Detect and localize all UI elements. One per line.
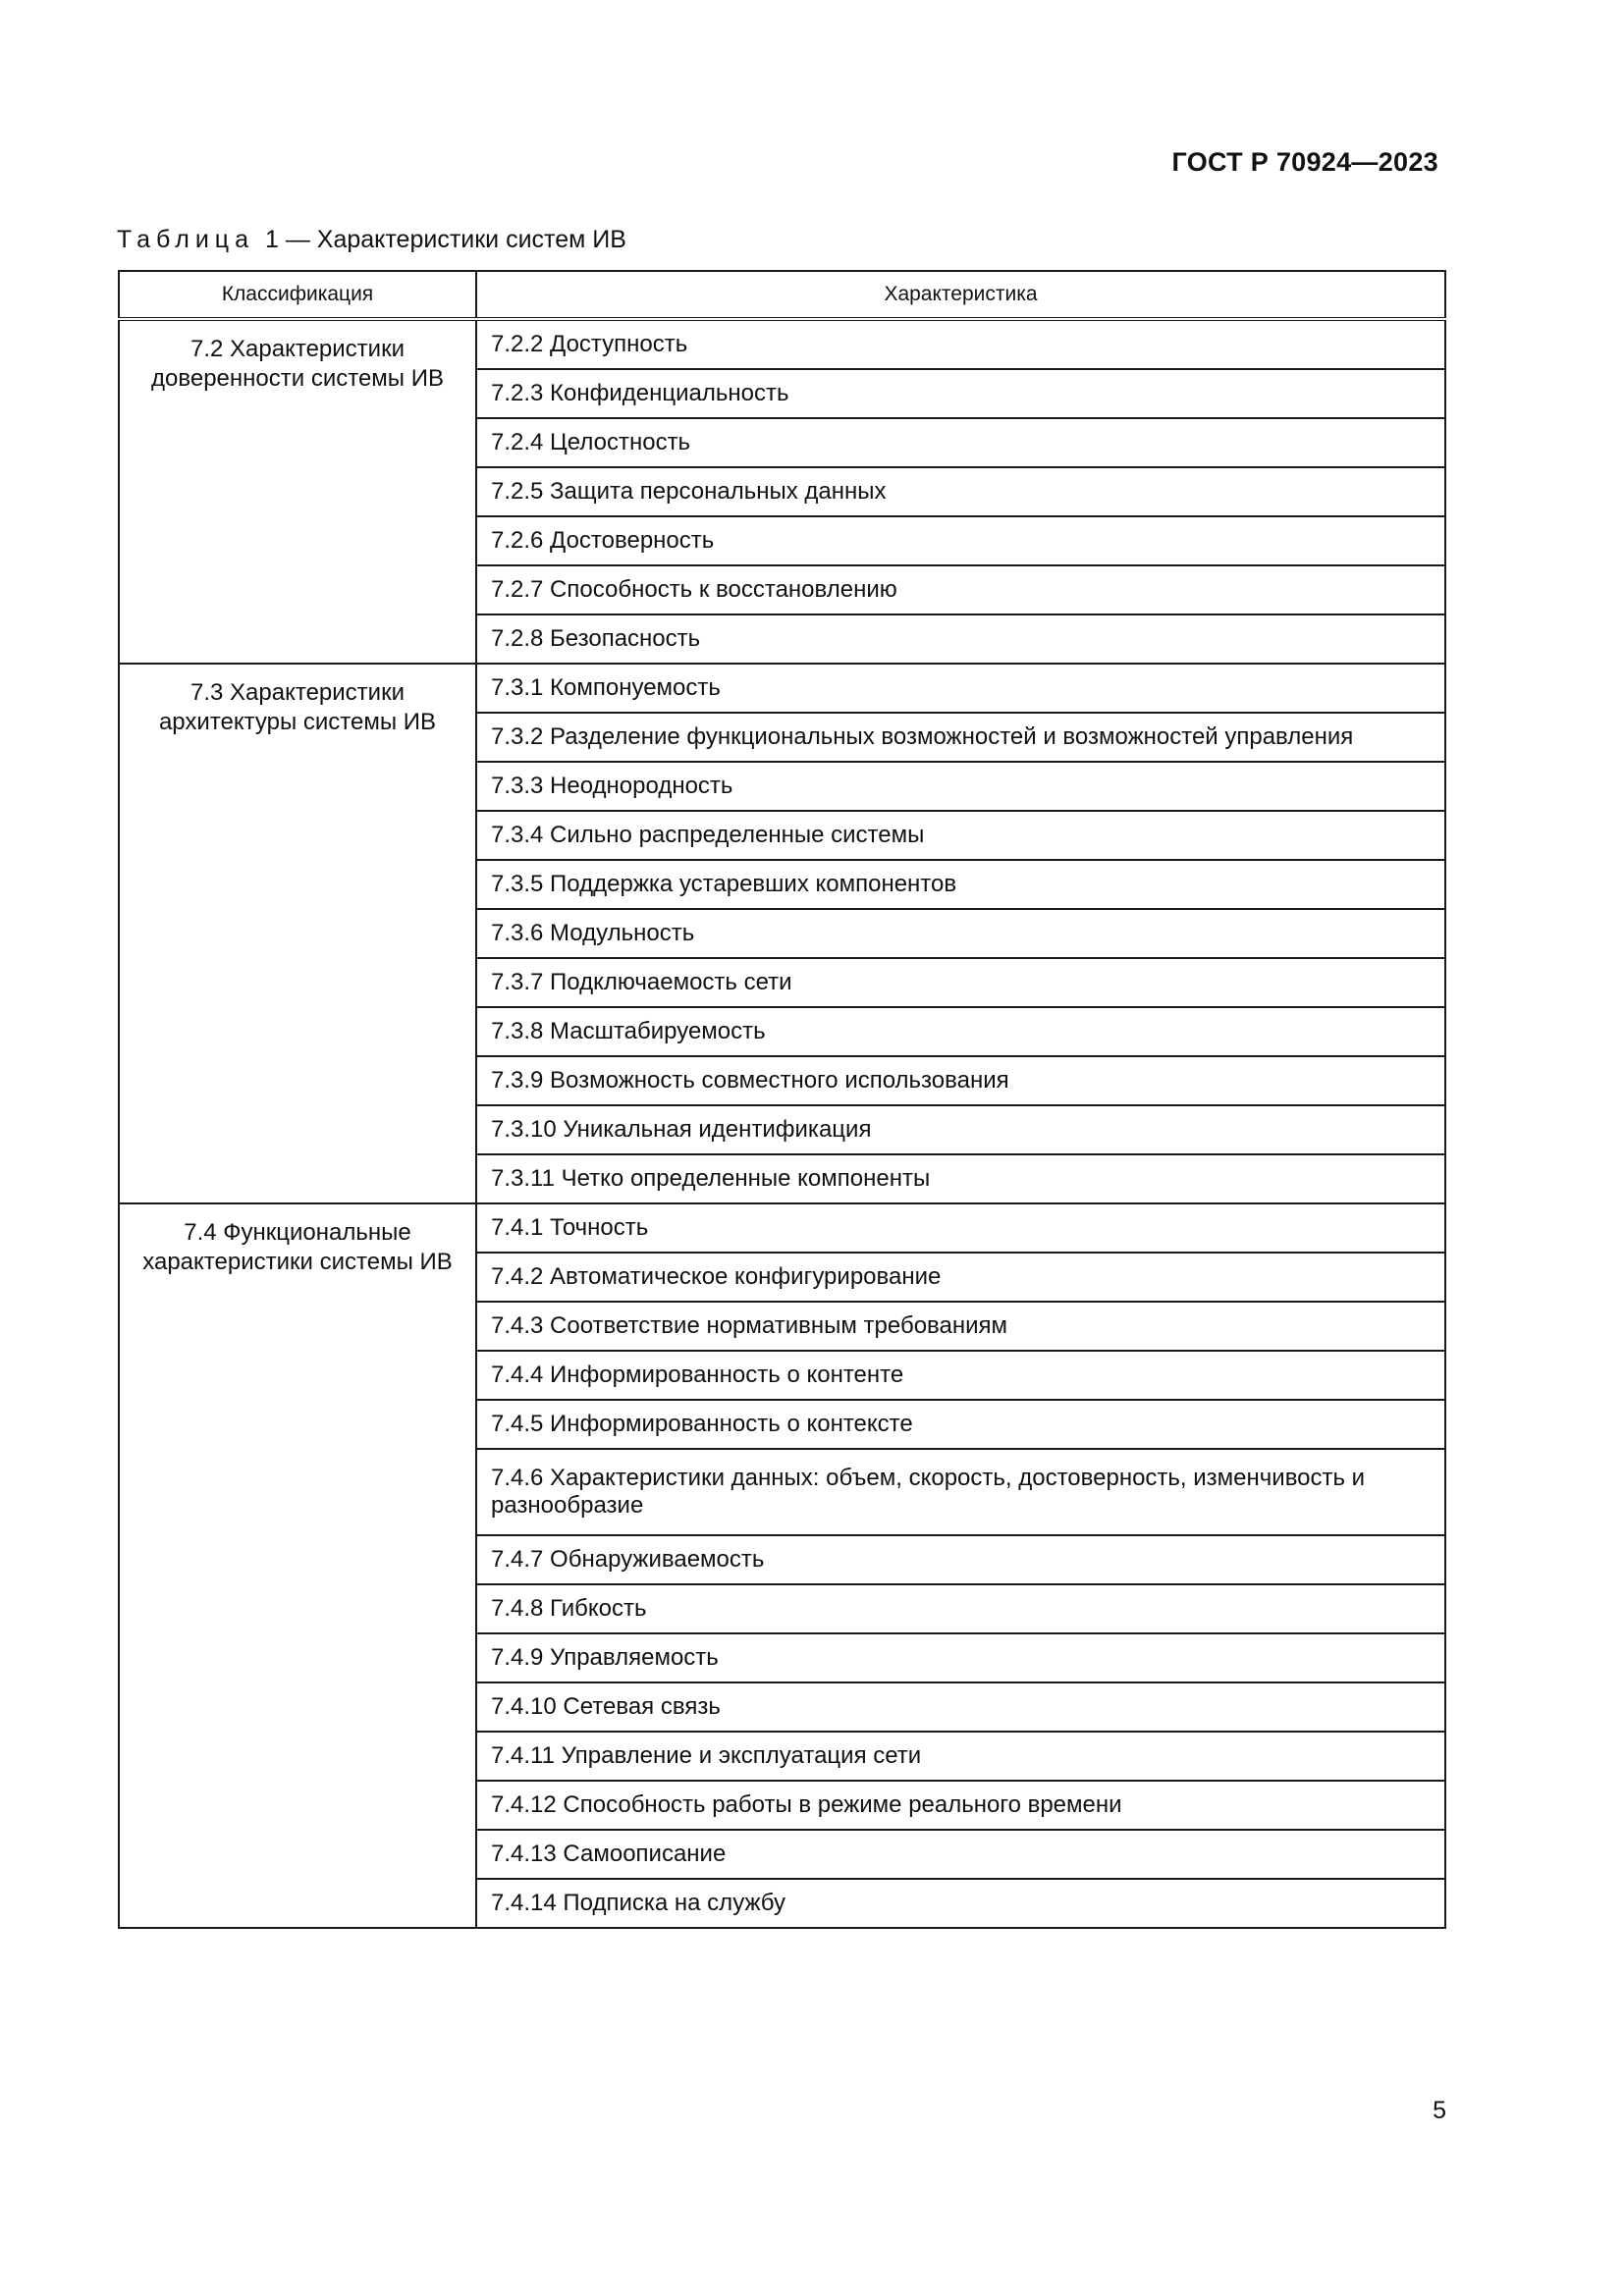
- classification-cell: 7.4 Функциональные характеристики системы ИВ: [119, 1203, 476, 1928]
- characteristic-cell: 7.4.9 Управляемость: [476, 1633, 1445, 1682]
- characteristic-cell: 7.3.4 Сильно распределенные системы: [476, 811, 1445, 860]
- characteristic-cell: 7.4.2 Автоматическое конфигурирование: [476, 1253, 1445, 1302]
- characteristic-cell: 7.3.9 Возможность совместного использования: [476, 1056, 1445, 1105]
- document-code: ГОСТ Р 70924—2023: [1171, 147, 1438, 177]
- table-row: [119, 1203, 1445, 1253]
- characteristic-cell: 7.2.7 Способность к восстановлению: [476, 565, 1445, 614]
- characteristic-cell: 7.4.4 Информированность о контенте: [476, 1351, 1445, 1400]
- characteristic-cell: 7.3.5 Поддержка устаревших компонентов: [476, 860, 1445, 909]
- characteristic-cell: 7.4.8 Гибкость: [476, 1584, 1445, 1633]
- classification-cell: 7.3 Характеристики архитектуры системы ИВ: [119, 664, 476, 1203]
- table-row: [119, 319, 1445, 369]
- characteristic-cell: 7.4.11 Управление и эксплуатация сети: [476, 1732, 1445, 1781]
- characteristic-cell: 7.4.7 Обнаруживаемость: [476, 1535, 1445, 1584]
- characteristic-cell: 7.4.13 Самоописание: [476, 1830, 1445, 1879]
- page-number: 5: [1433, 2097, 1446, 2124]
- table-caption: [117, 226, 626, 254]
- characteristic-cell: 7.3.7 Подключаемость сети: [476, 958, 1445, 1007]
- characteristic-cell: 7.2.2 Доступность: [476, 319, 1445, 369]
- characteristic-cell: 7.4.5 Информированность о контексте: [476, 1400, 1445, 1449]
- characteristic-cell: 7.3.6 Модульность: [476, 909, 1445, 958]
- table-row: [119, 664, 1445, 713]
- characteristic-cell: 7.2.4 Целостность: [476, 418, 1445, 467]
- characteristic-cell: 7.2.3 Конфиденциальность: [476, 369, 1445, 418]
- table-caption-text: 1 — Характеристики систем ИВ: [264, 226, 626, 253]
- characteristic-cell: 7.3.8 Масштабируемость: [476, 1007, 1445, 1056]
- characteristic-cell: 7.4.10 Сетевая связь: [476, 1682, 1445, 1732]
- classification-cell: 7.2 Характеристики доверенности системы ИВ: [119, 319, 476, 664]
- characteristic-cell: 7.4.6 Характеристики данных: объем, скорость, достоверность, изменчивость и разнообразие: [476, 1449, 1445, 1535]
- table-header-row: [119, 271, 1445, 319]
- characteristic-cell: 7.4.1 Точность: [476, 1203, 1445, 1253]
- characteristic-cell: 7.4.3 Соответствие нормативным требованиям: [476, 1302, 1445, 1351]
- characteristic-cell: 7.3.11 Четко определенные компоненты: [476, 1154, 1445, 1203]
- header-classification: Классификация: [119, 271, 476, 319]
- header-characteristic: Характеристика: [476, 271, 1445, 319]
- table-body: [119, 319, 1445, 1928]
- characteristic-cell: 7.3.3 Неоднородность: [476, 762, 1445, 811]
- characteristics-table: [118, 270, 1446, 1929]
- characteristic-cell: 7.2.6 Достоверность: [476, 516, 1445, 565]
- characteristic-cell: 7.3.10 Уникальная идентификация: [476, 1105, 1445, 1154]
- table-caption-prefix: Таблица: [117, 226, 255, 253]
- characteristic-cell: 7.3.2 Разделение функциональных возможностей и возможностей управления: [476, 713, 1445, 762]
- characteristic-cell: 7.2.5 Защита персональных данных: [476, 467, 1445, 516]
- characteristic-cell: 7.3.1 Компонуемость: [476, 664, 1445, 713]
- characteristic-cell: 7.4.12 Способность работы в режиме реального времени: [476, 1781, 1445, 1830]
- characteristic-cell: 7.4.14 Подписка на службу: [476, 1879, 1445, 1928]
- characteristic-cell: 7.2.8 Безопасность: [476, 614, 1445, 664]
